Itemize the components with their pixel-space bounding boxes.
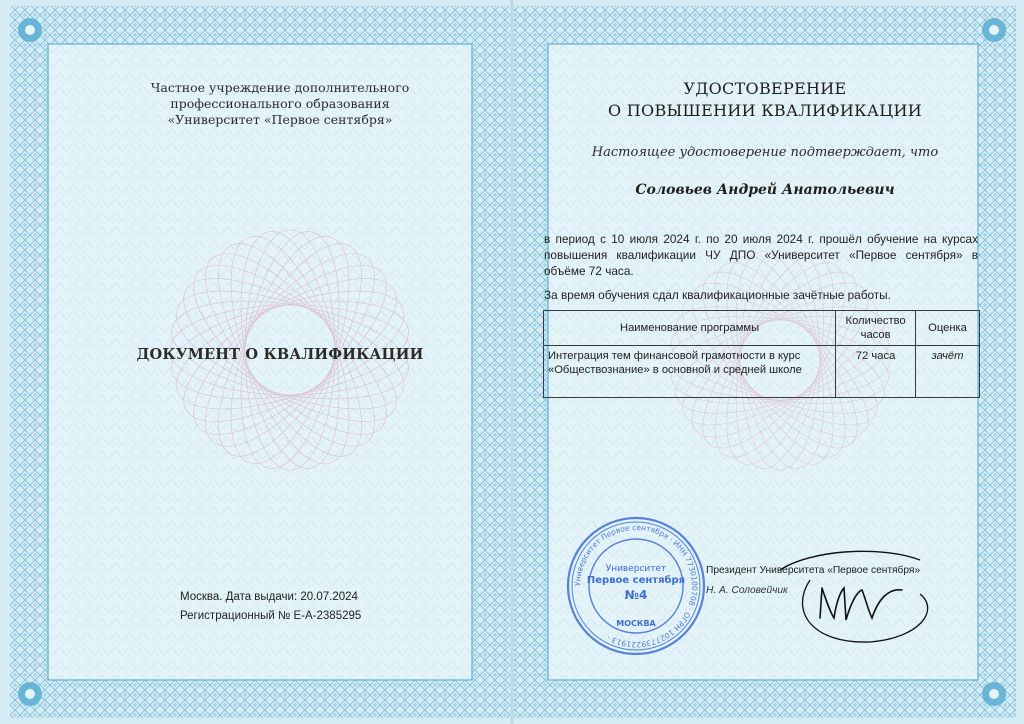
table-header-row (544, 311, 980, 346)
issuing-organization (120, 80, 440, 128)
issue-info (180, 588, 361, 626)
svg-text:Университет Первое сентября · (573, 523, 699, 649)
registration-number-line: Регистрационный № Е-А-2385295 (180, 610, 362, 622)
issue-date-line: Москва. Дата выдачи: 20.07.2024 (180, 591, 358, 603)
header-grade: Оценка (916, 311, 980, 346)
stamp-ring-text: Университет Первое сентября · ИНН 7730100708 · ОГРН 1027739221913 · (572, 522, 700, 650)
university-stamp (566, 516, 706, 656)
header-program: Наименование программы (544, 311, 836, 346)
signer-name: Н. А. Соловейчик (706, 585, 788, 596)
organization-line-3: «Университет «Первое сентября» (167, 112, 393, 127)
header-hours: Количество часов (836, 311, 916, 346)
stamp-bottom-text: МОСКВА (616, 619, 656, 628)
document-type-heading: ДОКУМЕНТ О КВАЛИФИКАЦИИ (136, 346, 424, 363)
recipient-name: Соловьев Андрей Анатольевич (635, 182, 895, 198)
organization-line-1: Частное учреждение дополнительного (150, 80, 410, 95)
certificate-title (560, 78, 970, 122)
handwritten-signature (770, 540, 940, 650)
hours-cell: 72 часа (836, 346, 916, 398)
grade-cell: зачёт (916, 346, 980, 398)
certificate-title-line-1: УДОСТОВЕРЕНИЕ (683, 79, 847, 98)
president-title: Президент Университета «Первое сентября» (706, 565, 921, 576)
organization-line-2: профессионального образования (170, 96, 390, 111)
program-name-cell: Интеграция тем финансовой грамотности в курс «Обществознание» в основной и средней школе (544, 346, 836, 398)
training-period-text: в период с 10 июля 2024 г. по 20 июля 2024 г. прошёл обучение на курсах повышения квалификации ЧУ ДПО «Университет «Первое сентября» в объёме 72 часа. (544, 232, 978, 278)
program-results-table (543, 310, 980, 398)
table-row (544, 346, 980, 398)
stamp-center-line-3: №4 (624, 588, 648, 602)
stamp-center-line-2: Первое сентября (586, 575, 686, 586)
exam-works-text: За время обучения сдал квалификационные зачётные работы. (544, 288, 891, 302)
confirmation-text: Настоящее удостоверение подтверждает, что (591, 145, 939, 160)
stamp-center-line-1: Университет (605, 564, 667, 574)
certificate-title-line-2: О ПОВЫШЕНИИ КВАЛИФИКАЦИИ (607, 101, 922, 120)
